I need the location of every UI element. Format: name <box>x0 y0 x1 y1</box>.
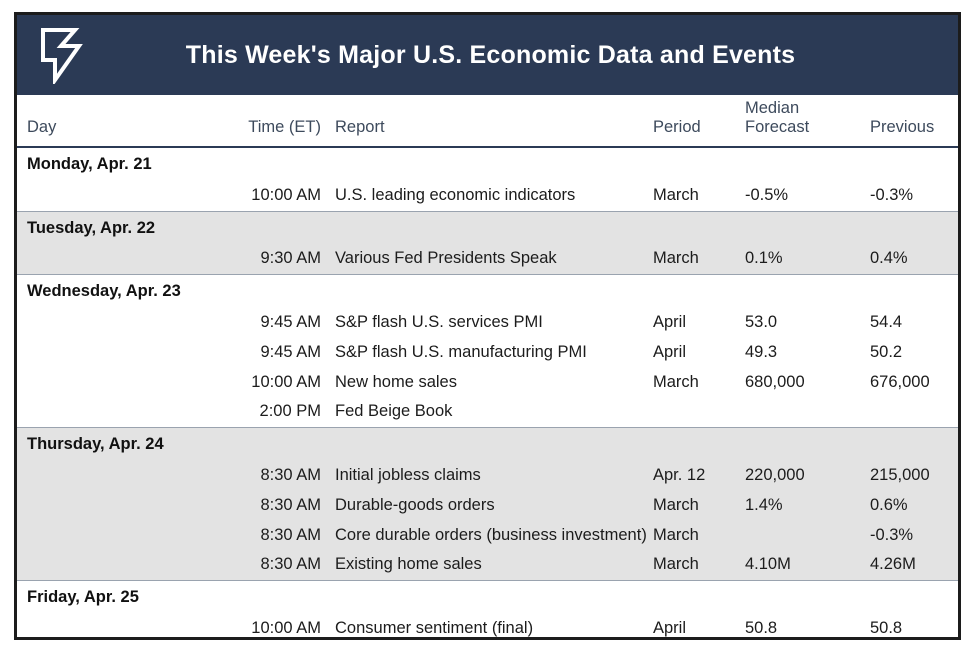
economic-calendar-table <box>17 95 958 644</box>
table-row <box>17 338 958 368</box>
event-period: March <box>653 555 699 574</box>
event-time: 9:45 AM <box>260 312 321 331</box>
event-day-spacer <box>17 368 232 398</box>
event-period: April <box>653 312 687 331</box>
column-header-day: Day <box>17 95 232 147</box>
median-forecast-line1: Median <box>745 99 800 117</box>
column-header-period: Period <box>647 95 737 147</box>
table-row <box>17 368 958 398</box>
r-monogram-logo <box>17 15 113 95</box>
event-report: Existing home sales <box>335 555 482 574</box>
event-median-forecast: 1.4% <box>745 495 783 514</box>
event-report: Fed Beige Book <box>335 402 453 421</box>
event-previous: 50.8 <box>870 618 903 637</box>
event-time: 8:30 AM <box>260 495 321 514</box>
event-report: Durable-goods orders <box>335 495 495 514</box>
event-previous: 676,000 <box>870 372 930 391</box>
event-day-spacer <box>17 491 232 521</box>
table-row <box>17 550 958 580</box>
event-time: 9:45 AM <box>260 342 321 361</box>
event-day-spacer <box>17 181 232 211</box>
event-report: New home sales <box>335 372 457 391</box>
table-body <box>17 147 958 644</box>
event-report: S&P flash U.S. manufacturing PMI <box>335 342 587 361</box>
event-median-forecast <box>737 521 862 551</box>
event-report: Initial jobless claims <box>335 465 481 484</box>
event-previous: 215,000 <box>870 465 930 484</box>
day-header-row <box>17 581 958 614</box>
event-day-spacer <box>17 244 232 274</box>
table-row <box>17 521 958 551</box>
column-header-report: Report <box>327 95 647 147</box>
table-row <box>17 491 958 521</box>
event-previous: 4.26M <box>870 555 916 574</box>
event-time: 10:00 AM <box>251 618 321 637</box>
event-period: March <box>653 185 699 204</box>
table-row <box>17 397 958 427</box>
event-day-spacer <box>17 461 232 491</box>
event-period: Apr. 12 <box>653 465 706 484</box>
table-frame <box>14 12 961 640</box>
event-previous: 50.2 <box>870 342 903 361</box>
event-median-forecast: 220,000 <box>745 465 805 484</box>
event-time: 10:00 AM <box>251 372 321 391</box>
event-median-forecast: 680,000 <box>745 372 805 391</box>
event-day-spacer <box>17 397 232 427</box>
event-report: Various Fed Presidents Speak <box>335 249 557 268</box>
table-row <box>17 308 958 338</box>
event-report: U.S. leading economic indicators <box>335 185 576 204</box>
page-title: This Week's Major U.S. Economic Data and Events <box>185 40 796 69</box>
day-label: Wednesday, Apr. 23 <box>27 282 181 301</box>
table-row <box>17 181 958 211</box>
event-time: 8:30 AM <box>260 525 321 544</box>
column-header-median-forecast <box>737 95 862 147</box>
day-header-row <box>17 212 958 245</box>
event-period: March <box>653 525 699 544</box>
median-forecast-line2: Forecast <box>745 117 810 136</box>
event-time: 2:00 PM <box>259 402 321 421</box>
event-time: 8:30 AM <box>260 465 321 484</box>
event-period <box>647 397 737 427</box>
column-header-time: Time (ET) <box>232 95 327 147</box>
column-header-previous: Previous <box>862 95 958 147</box>
header-bar <box>17 15 958 95</box>
event-report: S&P flash U.S. services PMI <box>335 312 543 331</box>
event-day-spacer <box>17 338 232 368</box>
event-report: Core durable orders (business investment) <box>335 525 647 544</box>
event-period: April <box>653 618 687 637</box>
event-period: March <box>653 495 699 514</box>
event-median-forecast: 53.0 <box>745 312 778 331</box>
event-previous: -0.3% <box>870 185 914 204</box>
event-day-spacer <box>17 614 232 644</box>
event-day-spacer <box>17 308 232 338</box>
table-row <box>17 614 958 644</box>
event-period: March <box>653 249 699 268</box>
day-label: Friday, Apr. 25 <box>27 588 139 607</box>
event-period: April <box>653 342 687 361</box>
day-header-row <box>17 147 958 181</box>
table-header-row <box>17 95 958 147</box>
day-label: Monday, Apr. 21 <box>27 154 152 173</box>
event-median-forecast: -0.5% <box>745 185 789 204</box>
day-label: Thursday, Apr. 24 <box>27 435 164 454</box>
event-previous: 54.4 <box>870 312 903 331</box>
event-day-spacer <box>17 550 232 580</box>
event-previous: -0.3% <box>870 525 914 544</box>
event-previous <box>862 397 958 427</box>
event-median-forecast <box>737 397 862 427</box>
event-median-forecast: 4.10M <box>745 555 791 574</box>
event-time: 10:00 AM <box>251 185 321 204</box>
event-time: 8:30 AM <box>260 555 321 574</box>
event-time: 9:30 AM <box>260 249 321 268</box>
event-report: Consumer sentiment (final) <box>335 618 534 637</box>
event-previous: 0.6% <box>870 495 908 514</box>
table-row <box>17 244 958 274</box>
event-median-forecast: 49.3 <box>745 342 778 361</box>
day-header-row <box>17 428 958 461</box>
event-period: March <box>653 372 699 391</box>
event-median-forecast: 0.1% <box>745 249 783 268</box>
event-previous: 0.4% <box>870 249 908 268</box>
day-label: Tuesday, Apr. 22 <box>27 218 156 237</box>
table-row <box>17 461 958 491</box>
event-day-spacer <box>17 521 232 551</box>
event-median-forecast: 50.8 <box>745 618 778 637</box>
day-header-row <box>17 275 958 308</box>
